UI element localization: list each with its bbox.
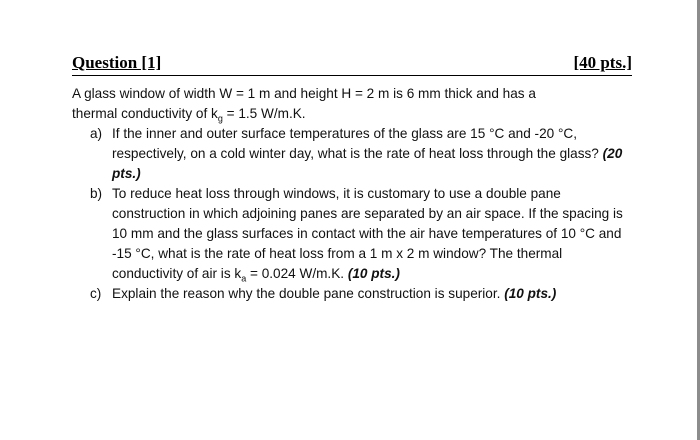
statement-line-1: A glass window of width W = 1 m and height H = 2 m is 6 mm thick and has a (72, 86, 536, 101)
subquestion-b-text: To reduce heat loss through windows, it is customary to use a double pane construction in which adjoining panes are separated by an air space. If the spacing is 10 mm and the glass surfaces in contact with the air have temperatures of 10 °C and -15 °C, what is the rate of heat loss from a 1 m x 2 m window? The thermal conductivity of air is k (112, 186, 623, 281)
statement-subscript: g (217, 113, 223, 124)
subquestion-b-subscript: a (241, 273, 247, 284)
subquestion-b-points: (10 pts.) (347, 266, 400, 281)
statement-line-2-post: = 1.5 W/m.K. (222, 106, 306, 121)
question-header (72, 51, 632, 76)
subquestion-c (72, 284, 632, 304)
problem-statement (72, 84, 632, 124)
subquestion-b-label: b) (90, 186, 103, 201)
question-points: [40 pts.] (573, 53, 632, 72)
subquestion-a (72, 124, 632, 184)
subquestion-b-text-end: = 0.024 W/m.K. (246, 266, 348, 281)
question-body (72, 84, 632, 304)
subquestion-c-text: Explain the reason why the double pane construction is superior. (112, 286, 505, 301)
subquestion-c-points: (10 pts.) (504, 286, 557, 301)
subquestion-a-text: If the inner and outer surface temperatures of the glass are 15 °C and -20 °C, respectively, on a cold winter day, what is the rate of heat loss through the glass? (112, 126, 603, 161)
subquestion-c-label: c) (90, 286, 102, 301)
subquestion-b (72, 184, 632, 284)
subquestion-a-label: a) (90, 126, 103, 141)
subquestion-a-points: (20 pts.) (112, 146, 623, 181)
statement-line-2-pre: thermal conductivity of k (72, 106, 218, 121)
question-title: Question [1] (72, 53, 162, 72)
